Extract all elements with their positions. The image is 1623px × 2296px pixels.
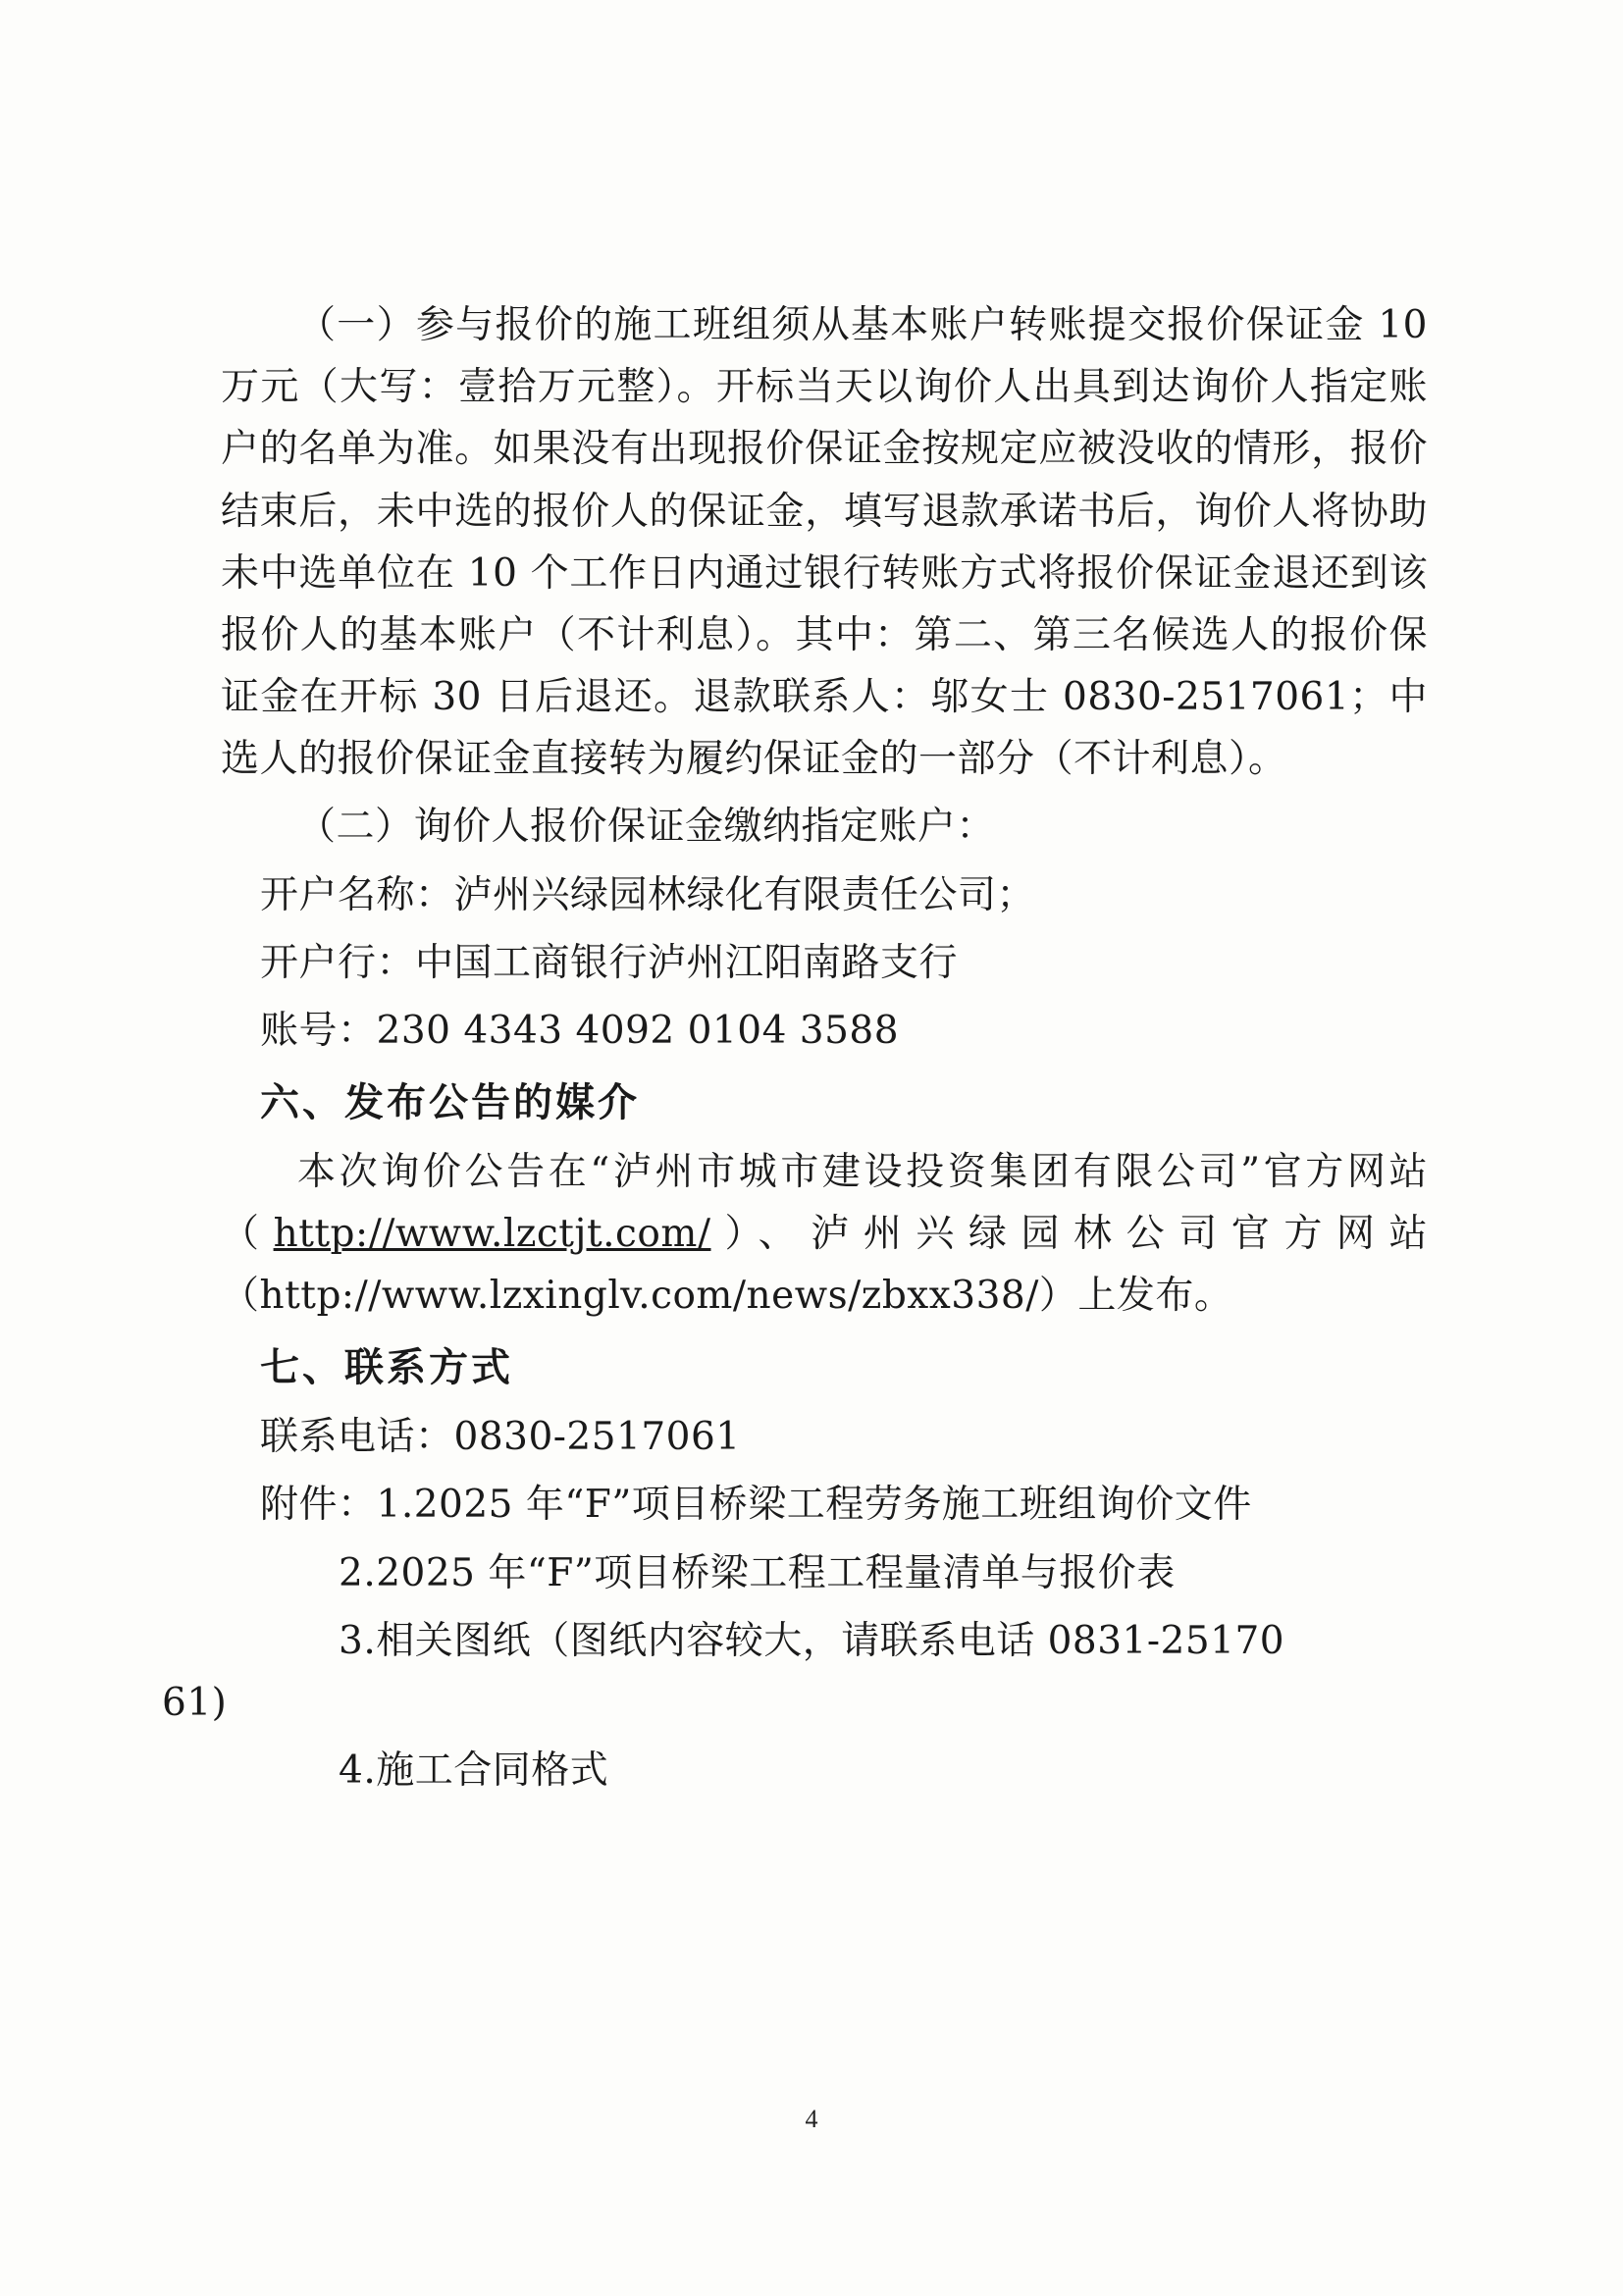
document-body [162, 294, 1428, 1807]
official-website-link[interactable]: http://www.lzctjt.com/ [273, 1212, 711, 1257]
attachment-item-1: 附件：1.2025 年“F”项目桥梁工程劳务施工班组询价文件 [260, 1483, 1252, 1528]
attachment-item-4: 4.施工合同格式 [339, 1748, 609, 1794]
attachment-item-3-part1: 3.相关图纸（图纸内容较大，请联系电话 0831-25170 [339, 1618, 1285, 1663]
contact-phone-line: 联系电话：0830-2517061 [260, 1415, 741, 1460]
account-bank-line: 开户行：中国工商银行泸州江阳南路支行 [260, 940, 959, 985]
account-number-line: 账号：230 4343 4092 0104 3588 [260, 1008, 900, 1053]
page-number: 4 [805, 2105, 818, 2133]
section-six-body-part2: ）、泸州兴绿园林公司官方网站（http://www.lzxinglv.com/news/zbxx338/）上发布。 [221, 1212, 1428, 1319]
deposit-paragraph: （一）参与报价的施工班组须从基本账户转账提交报价保证金 10 万元（大写：壹拾万元整）。开标当天以询价人出具到达询价人指定账户的名单为准。如果没有出现报价保证金按规定应被没收的情形，报价结束后，未中选的报价人的保证金，填写退款承诺书后，询价人将协助未中选单位在 10 个工作日内通过银行转账方式将报价保证金退还到该报价人的基本账户（不计利息）。其中：第二、第三名候选人的报价保证金在开标 30 日后退还。退款联系人：邬女士 0830-2517061；中选人的报价保证金直接转为履约保证金的一部分（不计利息）。 [221, 303, 1428, 782]
section-six-body-part1: 本次询价公告在“泸州市城市建设投资集团有限公司”官方网站（ [221, 1149, 1428, 1257]
section-six-body [221, 1141, 1428, 1328]
section-six-heading: 六、发布公告的媒介 [260, 1079, 640, 1126]
attachment-item-3-part2: 61) [162, 1680, 228, 1725]
attachment-item-2: 2.2025 年“F”项目桥梁工程工程量清单与报价表 [339, 1550, 1176, 1595]
section-seven-heading: 七、联系方式 [260, 1344, 513, 1391]
account-name-line: 开户名称：泸州兴绿园林绿化有限责任公司； [260, 872, 1036, 917]
account-intro-paragraph: （二）询价人报价保证金缴纳指定账户： [297, 805, 996, 850]
